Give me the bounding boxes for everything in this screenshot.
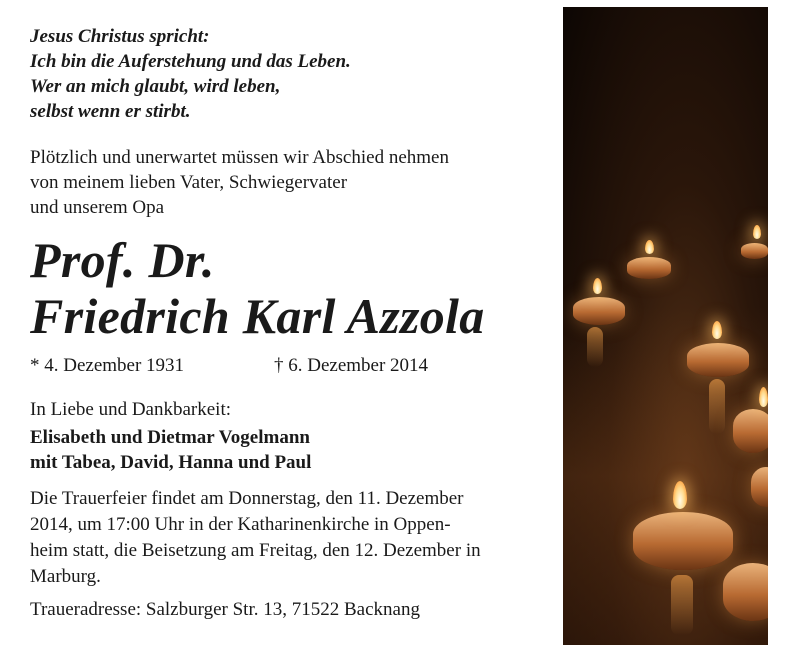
candle (573, 297, 625, 325)
verse-line: selbst wenn er stirbt. (30, 101, 191, 122)
service-line: 2014, um 17:00 Uhr in der Katharinenkirche in Oppen- (30, 514, 451, 535)
mourners-intro: In Liebe und Dankbarkeit: (30, 399, 232, 420)
candle (633, 512, 733, 570)
intro-line: Plötzlich und unerwartet müssen wir Abschied nehmen (30, 147, 449, 168)
candle (751, 467, 768, 507)
name-title-line: Prof. Dr. (30, 232, 215, 288)
flame-icon (753, 225, 761, 239)
flame-icon (593, 278, 602, 294)
intro-line: und unserem Opa (30, 197, 165, 218)
verse-line: Jesus Christus spricht: (30, 26, 210, 47)
verse-line: Wer an mich glaubt, wird leben, (30, 76, 281, 97)
flame-icon (645, 240, 654, 254)
mourning-address: Traueradresse: Salzburger Str. 13, 71522 Backnang (30, 599, 420, 620)
announcement-intro (30, 145, 449, 220)
candle-reflection (587, 327, 603, 367)
candle (627, 257, 671, 279)
service-line: Marburg. (30, 566, 101, 587)
bible-verse (30, 24, 351, 124)
candle (733, 409, 768, 453)
service-line: heim statt, die Beisetzung am Freitag, den 12. Dezember in (30, 540, 481, 561)
mourner-line: Elisabeth und Dietmar Vogelmann (30, 427, 310, 448)
service-line: Die Trauerfeier findet am Donnerstag, den 11. Dezember (30, 488, 464, 509)
flame-icon (673, 481, 687, 509)
deceased-name (30, 232, 485, 344)
flame-icon (759, 387, 768, 407)
mourners-names (30, 425, 311, 475)
flame-icon (712, 321, 722, 339)
candle (687, 343, 749, 377)
death-date: † 6. Dezember 2014 (274, 355, 429, 376)
funeral-service-info (30, 486, 481, 590)
candle (741, 243, 768, 259)
intro-line: von meinem lieben Vater, Schwiegervater (30, 172, 348, 193)
candle-reflection (671, 575, 693, 635)
candle (723, 563, 768, 621)
verse-line: Ich bin die Auferstehung und das Leben. (30, 51, 351, 72)
birth-date: * 4. Dezember 1931 (30, 355, 185, 376)
name-full-line: Friedrich Karl Azzola (30, 288, 485, 344)
candle-reflection (709, 379, 725, 434)
candles-photo (563, 7, 768, 645)
mourner-line: mit Tabea, David, Hanna und Paul (30, 452, 312, 473)
